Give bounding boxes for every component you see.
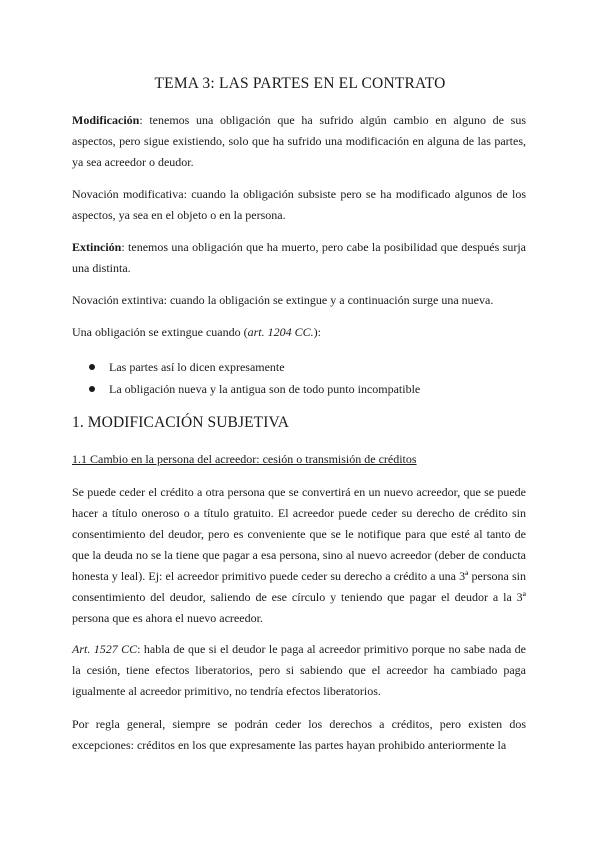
page-title: TEMA 3: LAS PARTES EN EL CONTRATO <box>154 75 446 92</box>
extingue-after: ): <box>313 325 321 339</box>
term-modificacion: Modificación <box>72 113 140 127</box>
bullet-icon <box>89 386 95 392</box>
extingue-before: Una obligación se extingue cuando ( <box>72 325 248 339</box>
list-item-text: La obligación nueva y la antigua son de todo punto incompatible <box>109 382 421 396</box>
list-item <box>72 378 526 400</box>
extincion-text: : tenemos una obligación que ha muerto, pero cabe la posibilidad que después surja una distinta. <box>72 240 526 275</box>
paragraph-cesion: Se puede ceder el crédito a otra persona que se convertirá en un nuevo acreedor, que se puede hacer a título oneroso o a título gratuito. El acreedor puede ceder su derecho de crédito sin consentimiento del deudor, pero es conveniente que se le notifique para que esté al tanto de que la deuda no se la tiene que pagar a esa persona, sino al nuevo acreedor (deber de conducta honesta y leal). Ej: el acreedor primitivo puede ceder su derecho a crédito a una 3ª persona sin consentimiento del deudor, saliendo de ese círculo y teniendo que pagar el deudor a la 3ª persona que es ahora el nuevo acreedor. <box>72 485 526 625</box>
paragraph-extincion <box>72 237 526 279</box>
paragraph-regla-general: Por regla general, siempre se podrán ceder los derechos a créditos, pero existen dos excepciones: créditos en los que expresamente las partes hayan prohibido anteriormente la <box>72 717 526 752</box>
art1527-text: : habla de que si el deudor le paga al acreedor primitivo porque no sabe nada de la cesión, tiene efectos liberatorios, pero si sabiendo que el acreedor ha cambiado paga igualmente al acreedor primitivo, no tendría efectos liberatorios. <box>72 642 526 698</box>
paragraph-novacion-modificativa: Novación modificativa: cuando la obligación subsiste pero se ha modificado algunos de los aspectos, ya sea en el objeto o en la persona. <box>72 187 526 222</box>
list-item <box>72 356 526 378</box>
article-reference: Art. 1527 CC <box>72 642 138 656</box>
paragraph-art1527 <box>72 639 526 702</box>
subsection-heading: 1.1 Cambio en la persona del acreedor: cesión o transmisión de créditos <box>72 452 417 466</box>
list-item-text: Las partes así lo dicen expresamente <box>109 360 285 374</box>
bullet-list <box>72 356 526 400</box>
term-extincion: Extinción <box>72 240 122 254</box>
modificacion-text: : tenemos una obligación que ha sufrido algún cambio en alguno de sus aspectos, pero sigue existiendo, solo que ha sufrido una modificación en alguna de las partes, ya sea acreedor o deudor. <box>72 113 526 169</box>
section-heading: 1. MODIFICACIÓN SUBJETIVA <box>72 414 290 431</box>
article-reference: art. 1204 CC. <box>247 325 314 339</box>
paragraph-novacion-extintiva: Novación extintiva: cuando la obligación se extingue y a continuación surge una nueva. <box>72 293 494 307</box>
paragraph-modificacion <box>72 110 526 173</box>
bullet-icon <box>89 364 95 370</box>
paragraph-extingue <box>72 322 526 343</box>
